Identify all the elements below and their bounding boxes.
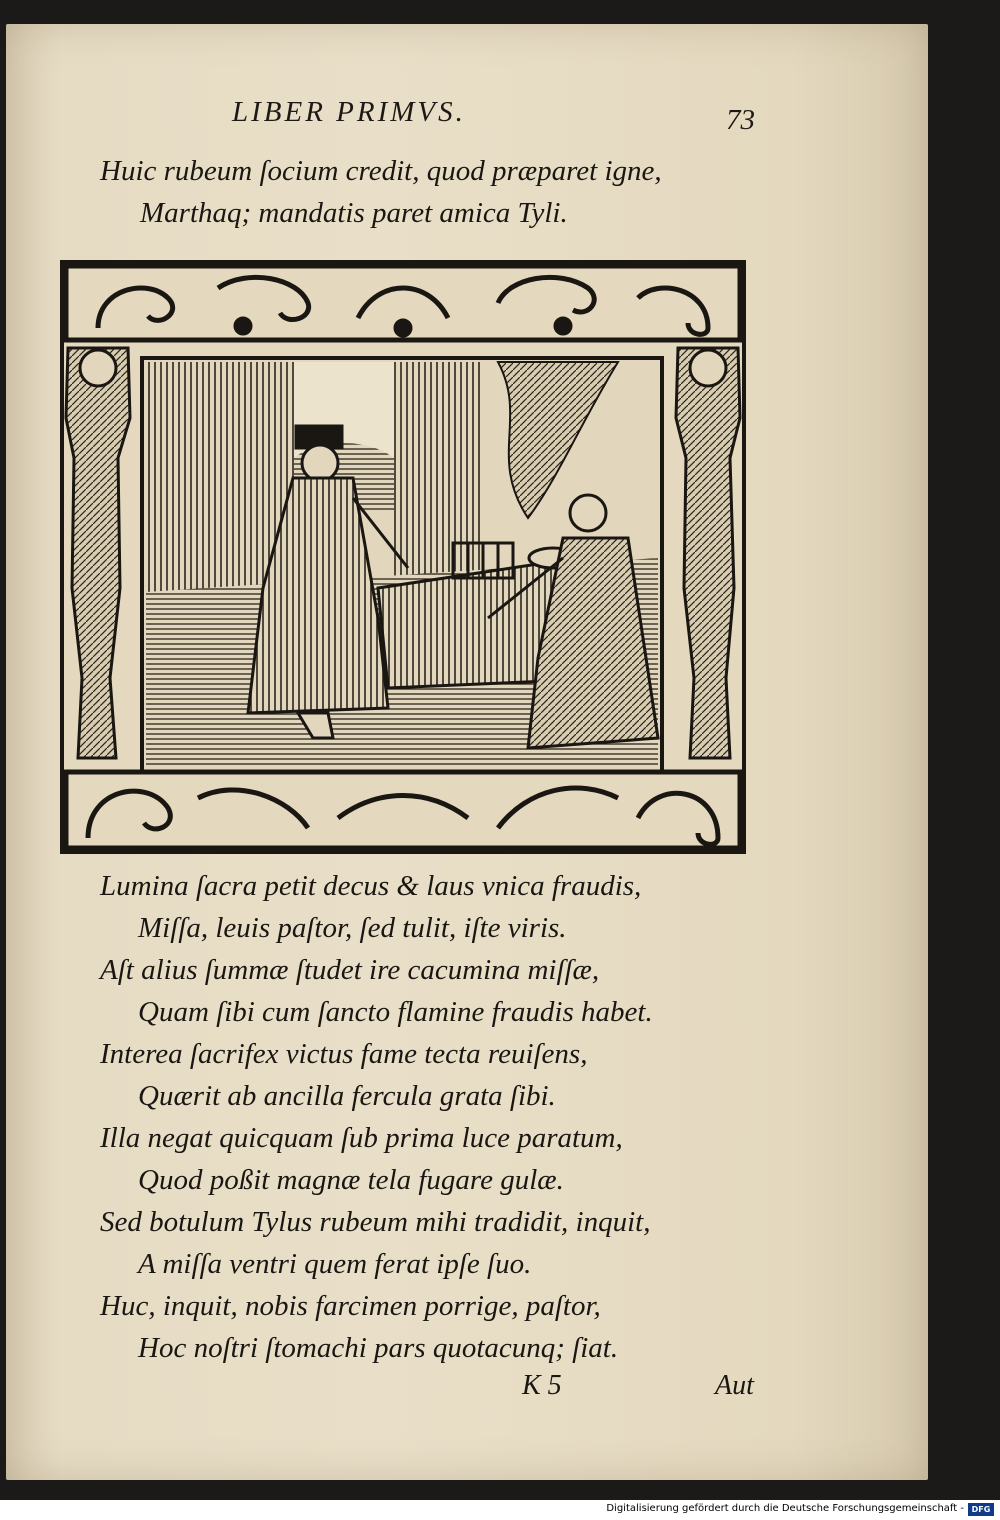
- verse-main-10: A miſſa ventri quem ferat ipſe ſuo.: [138, 1248, 532, 1280]
- page-number: 73: [726, 104, 755, 136]
- verse-main-8: Quod poßit magnæ tela fugare gulæ.: [138, 1164, 564, 1196]
- running-title: LIBER PRIMVS.: [232, 96, 466, 128]
- funding-credit: Digitalisierung gefördert durch die Deutsche Forschungsgemeinschaft -: [606, 1503, 964, 1514]
- verse-main-9: Sed botulum Tylus rubeum mihi tradidit, inquit,: [100, 1206, 651, 1238]
- bottom-scroll-band: [66, 772, 740, 848]
- verse-main-2: Miſſa, leuis paſtor, ſed tulit, iſte viris.: [138, 912, 567, 944]
- woodcut-illustration: [58, 258, 748, 856]
- verse-main-6: Quærit ab ancilla fercula grata ſibi.: [138, 1080, 556, 1112]
- signature-mark: K 5: [522, 1370, 562, 1401]
- verse-main-3: Aſt alius ſummæ ſtudet ire cacumina miſſæ,: [100, 954, 600, 986]
- footer-bar: [0, 1500, 1000, 1520]
- verse-main-5: Interea ſacrifex victus fame tecta reuiſens,: [100, 1038, 588, 1070]
- dfg-logo-icon: DFG: [968, 1503, 994, 1516]
- top-scroll-band: [66, 266, 740, 340]
- verse-main-12: Hoc noſtri ſtomachi pars quotacunq; ſiat.: [138, 1332, 619, 1364]
- verse-main-11: Huc, inquit, nobis farcimen porrige, paſtor,: [100, 1290, 601, 1322]
- verse-main-4: Quam ſibi cum ſancto flamine fraudis habet.: [138, 996, 653, 1028]
- verse-top-1: Huic rubeum ſocium credit, quod præparet igne,: [100, 155, 662, 187]
- verse-main-7: Illa negat quicquam ſub prima luce paratum,: [100, 1122, 623, 1154]
- verse-main-1: Lumina ſacra petit decus & laus vnica fraudis,: [100, 870, 642, 902]
- verse-top-2: Marthaq; mandatis paret amica Tyli.: [140, 197, 568, 229]
- catchword: Aut: [715, 1370, 754, 1401]
